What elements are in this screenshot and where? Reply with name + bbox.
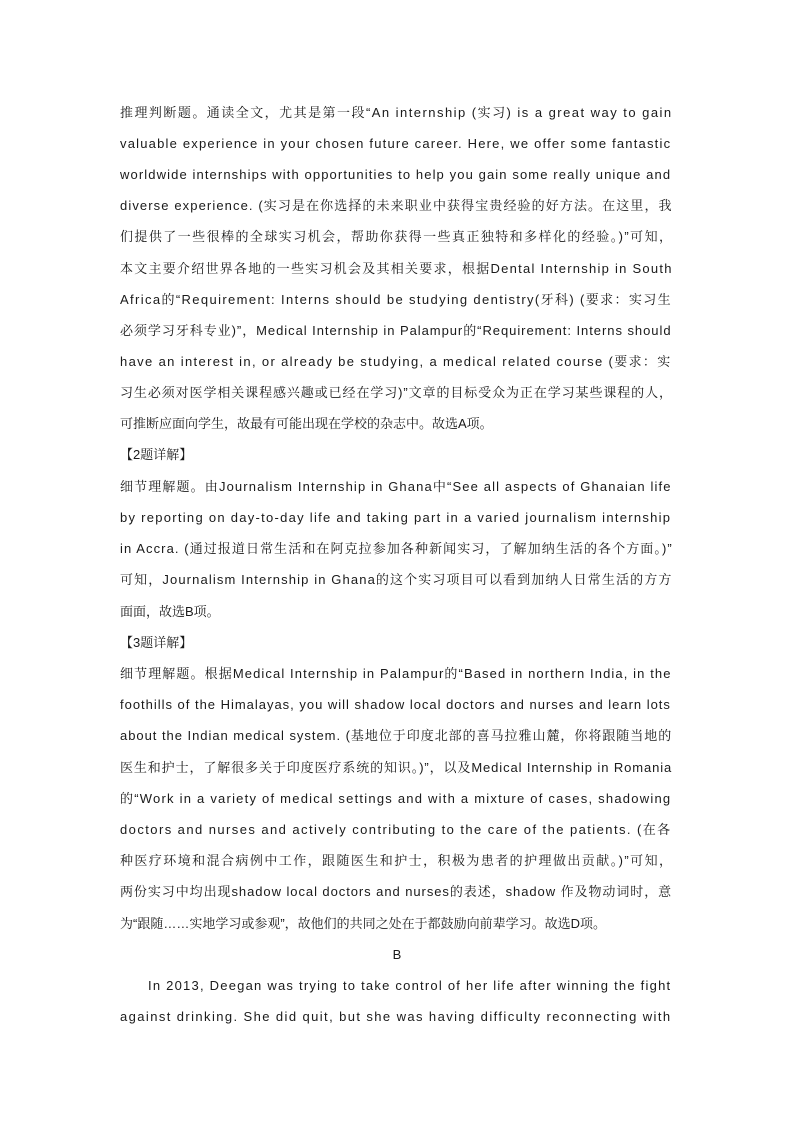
line-text: valuable experience in your chosen future career. Here, we offer some fantastic [120,136,672,151]
paragraph-line [120,102,674,124]
paragraph-line [120,1006,674,1028]
paragraph-line [120,476,674,498]
line-text: 可推断应面向学生，故最有可能出现在学校的杂志中。故选A项。 [120,416,493,431]
paragraph-line [120,507,674,529]
line-text: 必须学习牙科专业)”，Medical Internship in Palampur的“Requirement: Interns should [120,323,672,338]
line-text: 细节理解题。根据Medical Internship in Palampur的“Based in northern India, in the [120,666,672,681]
line-text: In 2013, Deegan was trying to take control of her life after winning the fight [148,978,672,993]
paragraph-line [120,226,674,248]
paragraph-line [120,320,674,342]
line-text: Africa的“Requirement: Interns should be studying dentistry(牙科) (要求：实习生 [120,292,672,307]
line-text: 推理判断题。通读全文，尤其是第一段“An internship (实习) is a great way to gain [120,105,673,120]
paragraph-line [120,663,674,685]
line-text: doctors and nurses and actively contributing to the care of the patients. (在各 [120,822,672,837]
line-text: 面面，故选B项。 [120,604,220,619]
line-text: by reporting on day-to-day life and taking part in a varied journalism internship [120,510,672,525]
line-text: 们提供了一些很棒的全球实习机会，帮助你获得一些真正独特和多样化的经验。)”可知， [120,229,674,244]
line-text: 可知，Journalism Internship in Ghana的这个实习项目可以看到加纳人日常生活的方方 [120,572,673,587]
line-text: 细节理解题。由Journalism Internship in Ghana中“See all aspects of Ghanaian life [120,479,672,494]
line-text: 种医疗环境和混合病例中工作，跟随医生和护士，积极为患者的护理做出贡献。)”可知， [120,853,674,868]
paragraph-line [120,725,674,747]
heading-text: 【3题详解】 [120,635,193,650]
paragraph-line [120,351,674,373]
line-text: 两份实习中均出现shadow local doctors and nurses的表述，shadow 作及物动词时，意 [120,884,673,899]
line-text: diverse experience. (实习是在你选择的未来职业中获得宝贵经验的好方法。在这里，我 [120,198,673,213]
line-text: about the Indian medical system. (基地位于印度北部的喜马拉雅山麓，你将跟随当地的 [120,728,673,743]
paragraph-line [120,195,674,217]
line-text: 的“Work in a variety of medical settings and with a mixture of cases, shadowing [120,791,672,806]
line-text: have an interest in, or already be studying, a medical related course (要求：实 [120,354,672,369]
paragraph-line [120,382,674,404]
title-text: B [392,947,402,962]
section-title-b [120,944,674,966]
heading-text: 【2题详解】 [120,447,193,462]
paragraph-line [120,788,674,810]
paragraph-line [120,913,674,935]
paragraph-line [120,850,674,872]
paragraph-line [120,975,674,997]
paragraph-line [120,133,674,155]
paragraph-line [120,164,674,186]
paragraph-line [120,569,674,591]
line-text: 本文主要介绍世界各地的一些实习机会及其相关要求，根据Dental Internship in South [120,261,673,276]
section-heading-q2 [120,444,674,466]
paragraph-line [120,289,674,311]
line-text: 医生和护士，了解很多关于印度医疗系统的知识。)”，以及Medical Internship in Romania [120,760,673,775]
section-heading-q3 [120,632,674,654]
line-text: in Accra. (通过报道日常生活和在阿克拉参加各种新闻实习，了解加纳生活的各个方面。)” [120,541,673,556]
paragraph-line [120,694,674,716]
paragraph-line [120,538,674,560]
line-text: worldwide internships with opportunities to help you gain some really unique and [120,167,672,182]
paragraph-line [120,757,674,779]
paragraph-line [120,258,674,280]
paragraph-line [120,881,674,903]
line-text: 为“跟随……实地学习或参观”，故他们的共同之处在于都鼓励向前辈学习。故选D项。 [120,916,607,931]
line-text: foothills of the Himalayas, you will shadow local doctors and nurses and learn lots [120,697,671,712]
paragraph-line [120,413,674,435]
line-text: against drinking. She did quit, but she was having difficulty reconnecting with [120,1009,672,1024]
line-text: 习生必须对医学相关课程感兴趣或已经在学习)”文章的目标受众为正在学习某些课程的人， [120,385,673,400]
paragraph-line [120,819,674,841]
paragraph-line [120,601,674,623]
